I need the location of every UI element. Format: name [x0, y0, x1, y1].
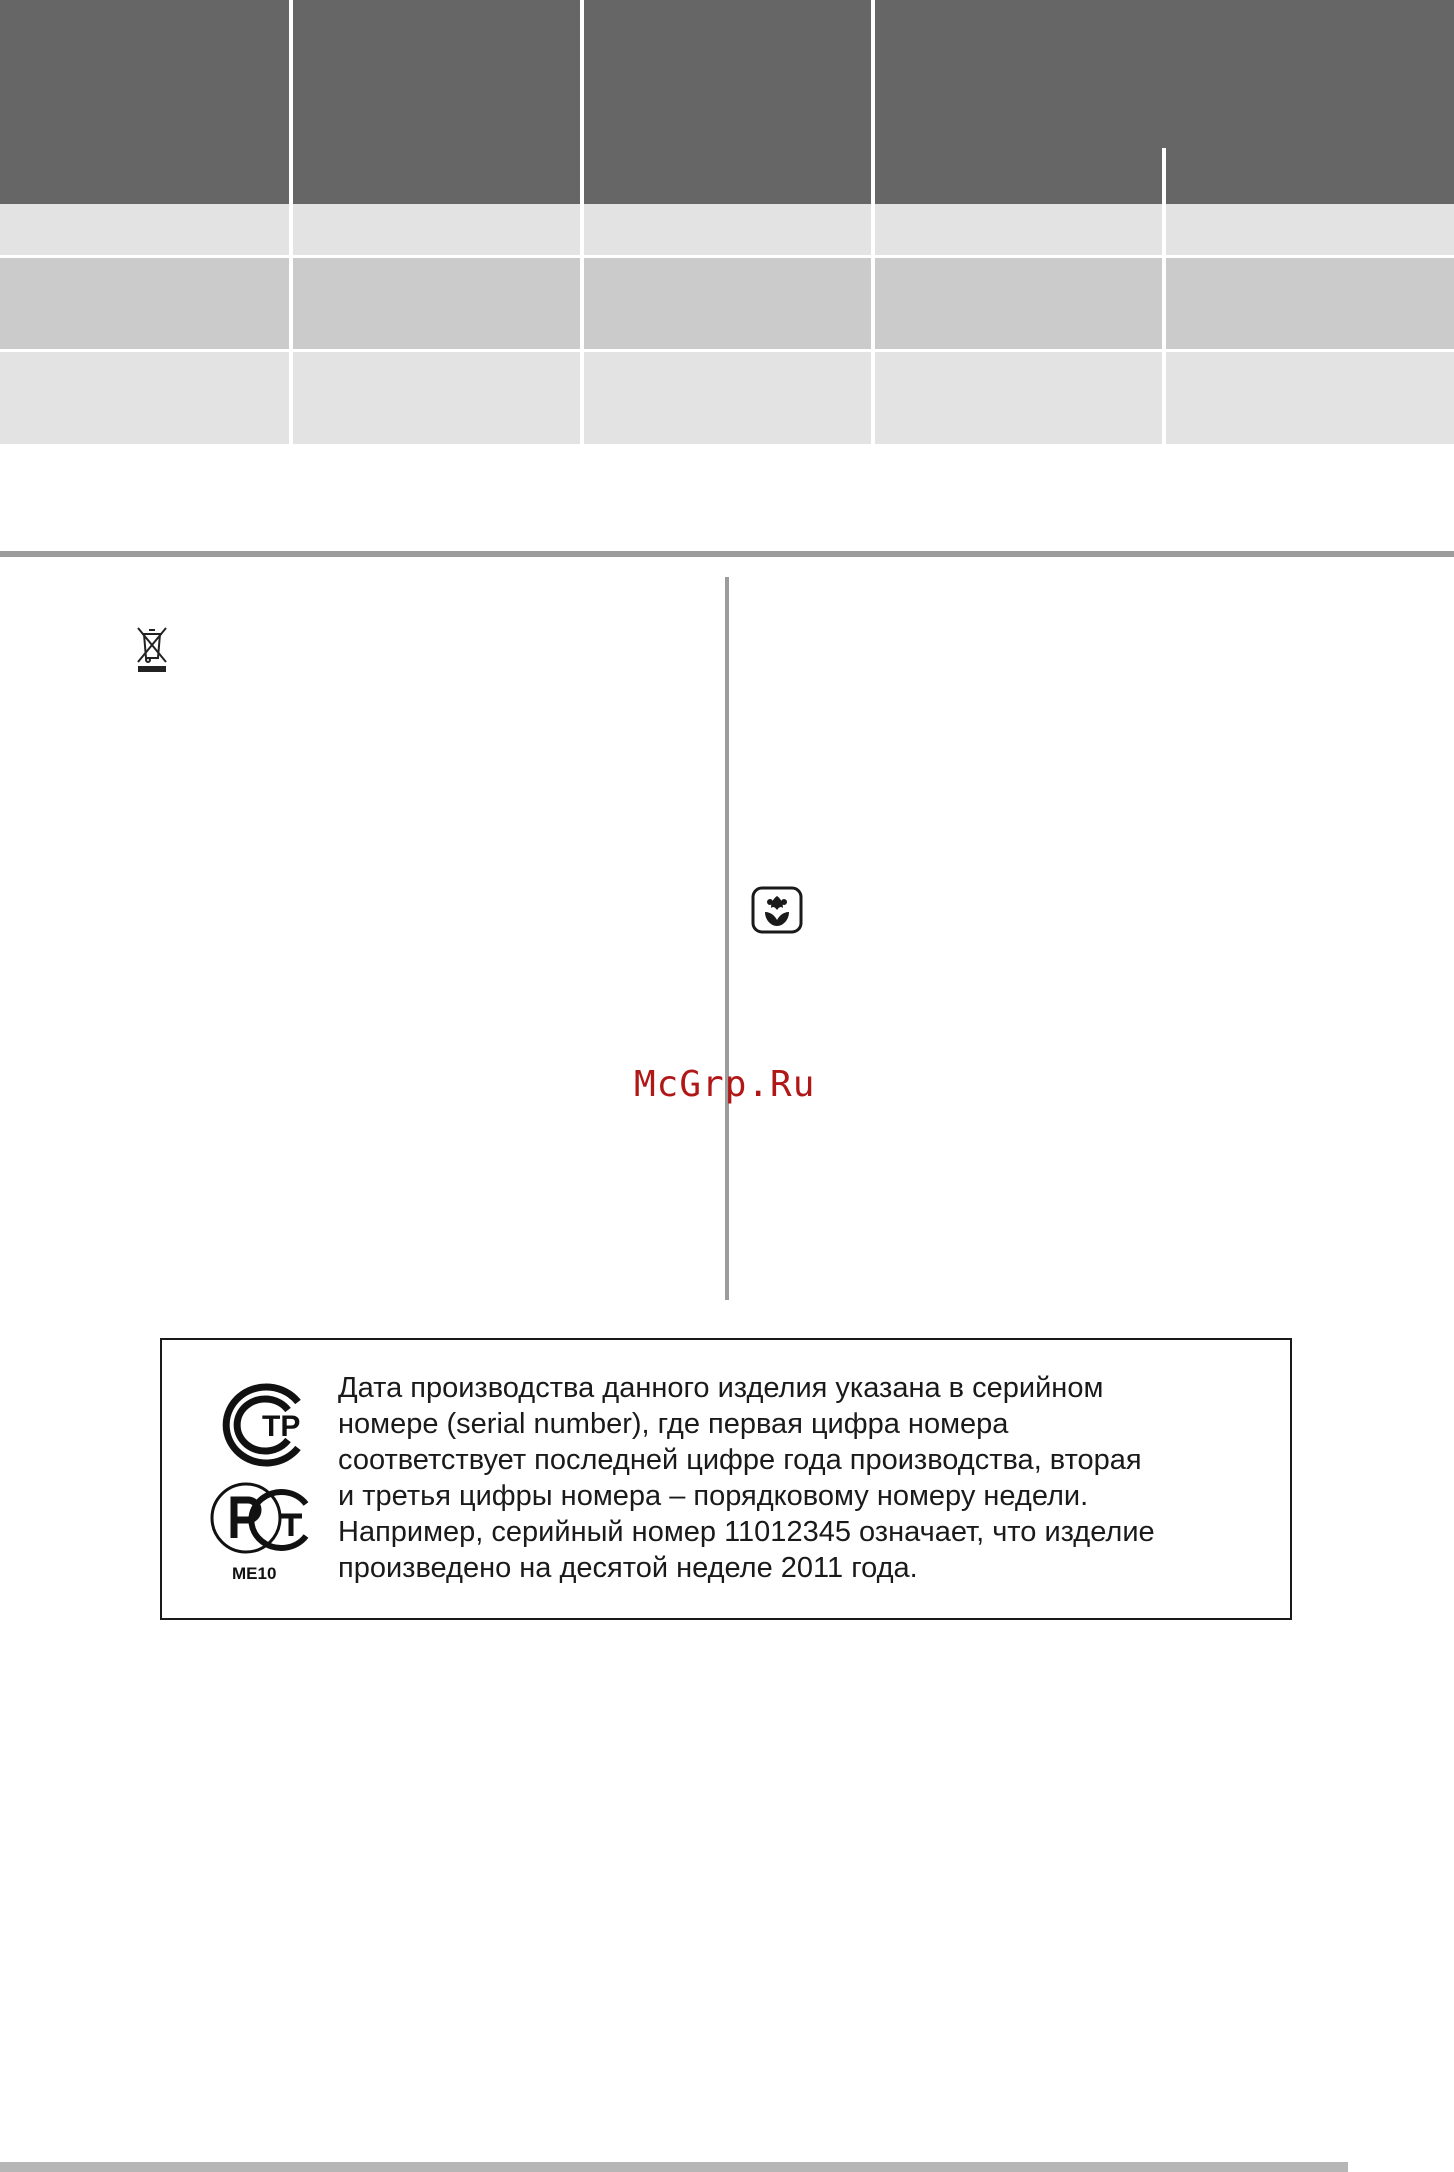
notice-line: Например, серийный номер 11012345 означает, что изделие	[338, 1516, 1155, 1548]
notice-line: Дата производства данного изделия указана в серийном	[338, 1372, 1104, 1404]
column-separator	[871, 0, 875, 444]
gost-r-certification-logo	[206, 1380, 316, 1470]
table-row	[0, 350, 1454, 444]
row-separator	[0, 349, 1454, 352]
section-divider	[0, 551, 1454, 557]
notice-line: и третья цифры номера – порядковому номеру недели.	[338, 1480, 1089, 1512]
watermark: McGrp.Ru	[634, 1064, 816, 1105]
table-row	[0, 256, 1454, 350]
production-date-notice	[160, 1338, 1292, 1620]
notice-text	[338, 1370, 1268, 1586]
flower-ecolabel-icon	[751, 886, 803, 934]
column-divider	[725, 577, 729, 1300]
column-separator	[1162, 148, 1166, 444]
specification-table	[0, 0, 1454, 444]
table-header-row	[0, 0, 1454, 204]
crossed-out-wheelie-bin-icon	[134, 622, 170, 674]
svg-text:ТР: ТР	[262, 1410, 301, 1443]
notice-line: номере (serial number), где первая цифра номера	[338, 1408, 1009, 1440]
table-row	[0, 204, 1454, 256]
row-separator	[0, 255, 1454, 258]
notice-line: соответствует последней цифре года производства, вторая	[338, 1444, 1142, 1476]
column-separator	[289, 0, 293, 444]
notice-line: произведено на десятой неделе 2011 года.	[338, 1552, 918, 1584]
certificate-code: ME10	[232, 1564, 277, 1583]
pct-eac-certification-logo	[206, 1480, 316, 1558]
column-separator	[580, 0, 584, 444]
footer-bar	[0, 2162, 1348, 2172]
